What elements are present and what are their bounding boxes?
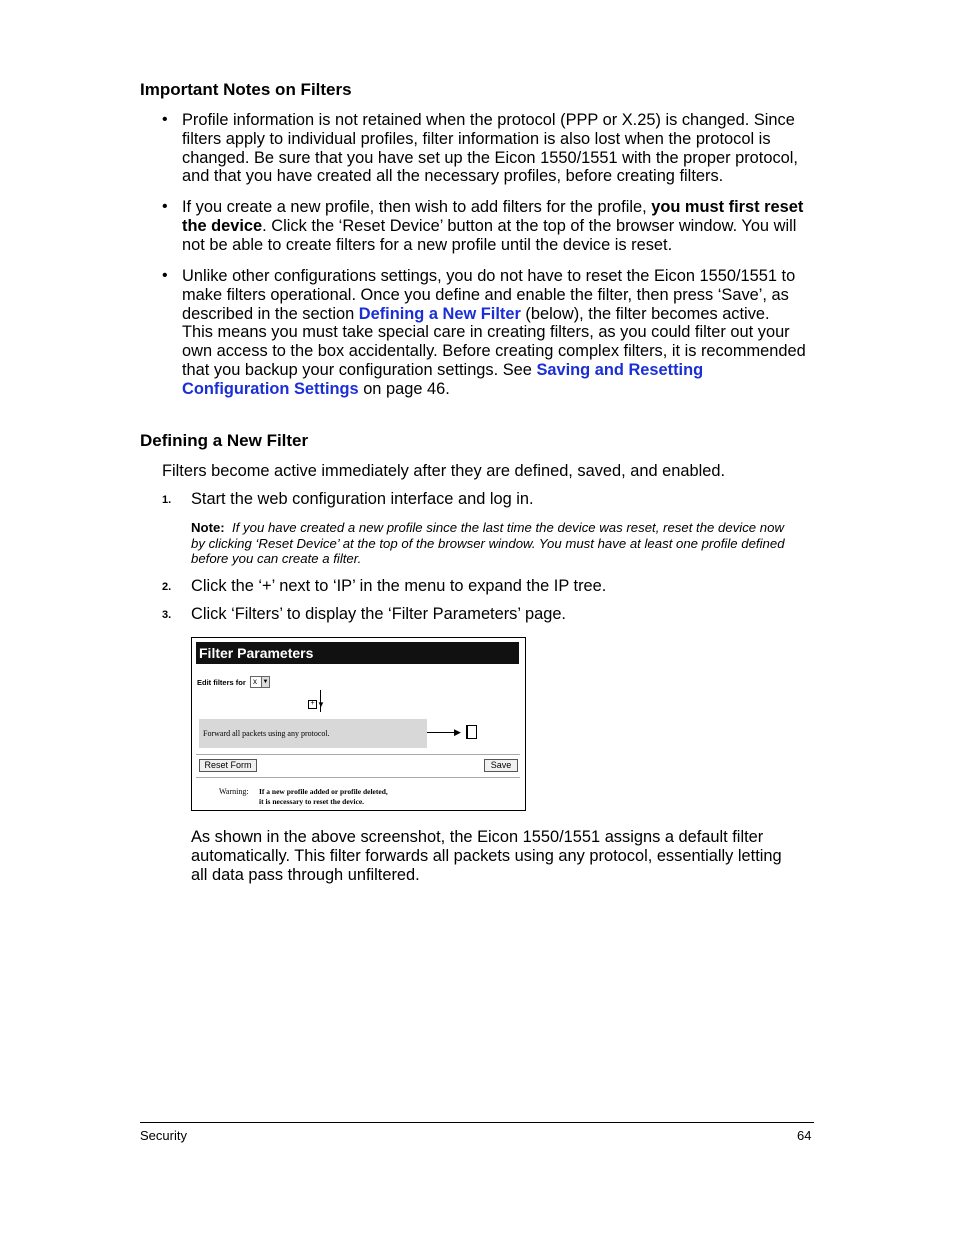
footer-section: Security	[140, 1128, 187, 1143]
after-line: automatically. This filter forwards all packets using any protocol, essentially letting	[191, 846, 782, 865]
arrow-right-icon: ▶	[454, 727, 461, 737]
bullet-2-bold: you must first reset	[651, 198, 804, 216]
warning-text	[259, 787, 388, 807]
bullet-3-text: on page 46.	[358, 379, 450, 398]
bullet-2	[182, 198, 822, 254]
link-configuration-settings[interactable]: Configuration Settings	[182, 379, 359, 398]
bullet-1	[182, 111, 822, 186]
bullet-2-text: . Click the ‘Reset Device’ button at the top of the browser window. You will	[262, 216, 797, 235]
note-text: by clicking ‘Reset Device’ at the top of the browser window. You must have at least one profile defined	[191, 535, 785, 551]
bullet-2-text: not be able to create filters for a new profile until the device is reset.	[182, 235, 673, 254]
bullet-3-text: described in the section	[182, 304, 359, 323]
step-number: 3.	[162, 609, 172, 621]
step-number: 2.	[162, 581, 172, 593]
bullet-3-text: (below), the filter becomes active.	[520, 304, 770, 323]
link-saving-resetting[interactable]: Saving and Resetting	[536, 360, 704, 379]
save-button[interactable]: Save	[484, 759, 518, 772]
note-text: If you have created a new profile since the last time the device was reset, reset the device now	[232, 520, 785, 535]
note-text: before you can create a filter.	[191, 551, 362, 567]
bullet-3-line: Unlike other configurations settings, you do not have to reset the Eicon 1550/1551 to	[182, 267, 796, 285]
expand-plus-icon[interactable]: +	[308, 700, 317, 709]
after-line: As shown in the above screenshot, the Eicon 1550/1551 assigns a default filter	[191, 828, 764, 846]
page-number: 64	[797, 1128, 812, 1143]
screenshot-title-bar: Filter Parameters	[196, 642, 519, 664]
bullet-2-bold: the device	[182, 216, 263, 235]
warning-line: If a new profile added or profile deleted,	[259, 787, 388, 796]
bullet-dot: •	[162, 267, 168, 284]
chevron-down-icon[interactable]: ▼	[262, 679, 269, 685]
warning-label: Warning:	[219, 787, 249, 796]
bullet-dot: •	[162, 111, 168, 128]
step-text: Start the web configuration interface and log in.	[191, 490, 534, 508]
divider	[196, 754, 520, 755]
bullet-dot: •	[162, 198, 168, 215]
bullet-3-line: make filters operational. Once you define and enable the filter, then press ‘Save’, as	[182, 285, 789, 304]
section-heading-defining-filter: Defining a New Filter	[140, 431, 309, 450]
section-heading-important-notes: Important Notes on Filters	[140, 80, 352, 99]
note-label: Note:	[191, 520, 225, 535]
arrow-line	[427, 732, 457, 733]
step-text: Click the ‘+’ next to ‘IP’ in the menu to expand the IP tree.	[191, 577, 607, 595]
divider	[196, 777, 520, 778]
intro-text: Filters become active immediately after they are defined, saved, and enabled.	[162, 462, 726, 480]
link-defining-new-filter[interactable]: Defining a New Filter	[358, 304, 521, 323]
filter-row[interactable]: Forward all packets using any protocol.	[199, 719, 427, 748]
bullet-3-text: that you backup your configuration settings. See	[182, 360, 537, 379]
note-block	[191, 520, 831, 567]
document-icon[interactable]	[466, 725, 477, 739]
bullet-3-line: own access to the box accidentally. Before creating complex filters, it is recommended	[182, 342, 806, 361]
step-text: Click ‘Filters’ to display the ‘Filter Parameters’ page.	[191, 605, 566, 623]
bullet-1-line: and that you have created all the necessary profiles, before creating filters.	[182, 167, 724, 186]
profile-select-value: x	[253, 677, 257, 686]
bullet-1-line: filters apply to individual profiles, filter information is also lost when the protocol is	[182, 129, 771, 148]
bullet-3	[182, 267, 822, 399]
footer-rule	[140, 1122, 814, 1123]
profile-select[interactable]	[250, 676, 270, 688]
warning-line: it is necessary to reset the device.	[259, 797, 365, 806]
bullet-1-line: Profile information is not retained when the protocol (PPP or X.25) is changed. Since	[182, 111, 795, 129]
bullet-2-text: If you create a new profile, then wish to add filters for the profile,	[182, 198, 652, 216]
bullet-1-line: changed. Be sure that you have set up the Eicon 1550/1551 with the proper protocol,	[182, 148, 798, 167]
after-line: all data pass through unfiltered.	[191, 865, 420, 884]
after-paragraph	[191, 828, 831, 884]
arrow-down-icon: ▼	[317, 700, 325, 709]
reset-form-button[interactable]: Reset Form	[199, 759, 257, 772]
edit-filters-label: Edit filters for	[197, 678, 246, 687]
filter-parameters-screenshot	[191, 637, 526, 811]
step-number: 1.	[162, 494, 172, 506]
bullet-3-line: This means you must take special care in creating filters, as you could filter out your	[182, 323, 790, 342]
